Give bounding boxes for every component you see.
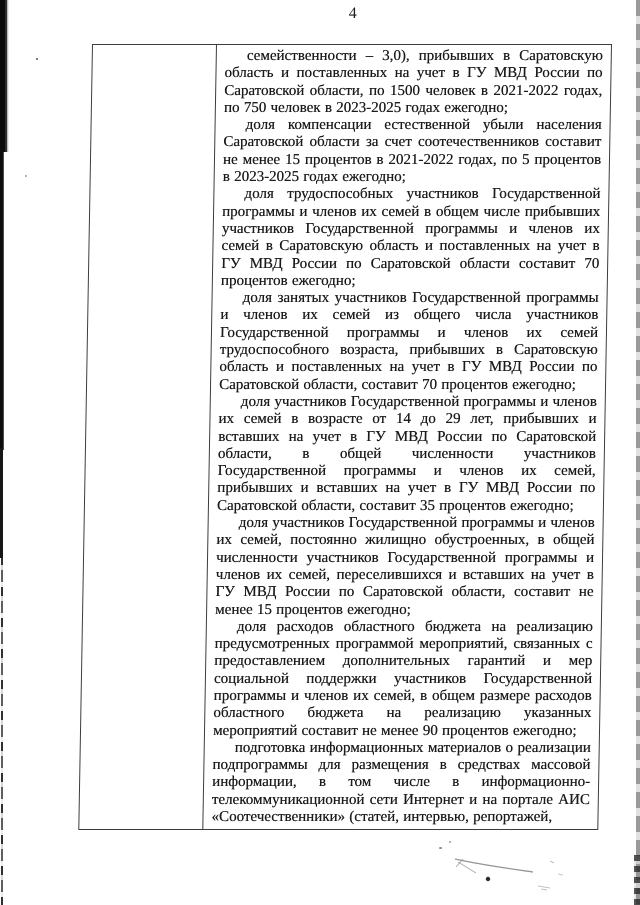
document-paragraph: доля занятых участников Государственной программы и членов их семей из общего числа участников Государственной программы и членов их семей трудоспособного возраста, прибывших в Саратовскую область и поставленных на учет в ГУ МВД России по Саратовской области, составит 70 процентов ежегодно; xyxy=(218,290,599,393)
scan-speck xyxy=(36,58,38,60)
scan-artifact-left-edge-mid xyxy=(0,150,4,450)
document-paragraph: доля участников Государственной программы и членов их семей в возрасте от 14 до 29 лет, прибывших и вставших на учет в ГУ МВД России по Саратовской области, в общей численности участников Государственной программы и членов их семей, прибывших и вставших на учет в ГУ МВД России по Саратовской области, составит 35 процентов ежегодно; xyxy=(216,393,597,514)
document-paragraph: семейственности – 3,0), прибывших в Саратовскую область и поставленных на учет в ГУ МВД России по Саратовской области, по 1500 человек в 2021-2022 годах, по 750 человек в 2023-2025 годах ежегодно; xyxy=(223,48,603,116)
table-cell-right xyxy=(203,45,611,829)
document-paragraph: доля участников Государственной программы и членов их семей, постоянно жилищно обустроенных, в общей численности участников Государственной программы и членов их семей, переселившихся и вставших на учет в ГУ МВД России по Саратовской области, составит не менее 15 процентов ежегодно; xyxy=(214,515,595,618)
document-paragraph: доля расходов областного бюджета на реализацию предусмотренных программой мероприятий, связанных с предоставлением дополнительных гарантий и мер социальной поддержки участников Государственной программы и членов их семей, в общем размере расходов областного бюджета на реализацию указанных мероприятий составит не менее 90 процентов ежегодно; xyxy=(212,618,593,739)
table-cell-left xyxy=(79,45,217,829)
page-number: 4 xyxy=(348,5,358,22)
document-paragraph: доля трудоспособных участников Государственной программы и членов их семей в общем числе прибывших участников Государственной программы и членов их семей в Саратовскую область и поставленных на учет в ГУ МВД России по Саратовской области составит 70 процентов ежегодно; xyxy=(220,186,601,289)
scan-artifact-right-edge-bottom xyxy=(634,855,640,905)
scan-artifact-left-edge-lower xyxy=(0,448,3,558)
document-paragraph: доля компенсации естественной убыли населения Саратовской области за счет соотечественников составит не менее 15 процентов в 2021-2022 годах, по 5 процентов в 2023-2025 годах ежегодно; xyxy=(222,117,602,186)
scan-speck xyxy=(25,175,27,177)
scan-artifact-left-edge-top xyxy=(0,0,9,152)
pen-mark xyxy=(420,838,630,902)
document-paragraph: подготовка информационных материалов о реализации подпрограммы для размещения в средствах массовой информации, в том числе в информационно-телекоммуникационной сети Интернет и на портале АИС «Соотечественники» (статей, интервью, репортажей, xyxy=(211,739,591,826)
scan-artifact-left-edge-dotted xyxy=(1,556,3,905)
scan-artifact-right-edge xyxy=(636,0,640,905)
document-table xyxy=(78,44,612,830)
